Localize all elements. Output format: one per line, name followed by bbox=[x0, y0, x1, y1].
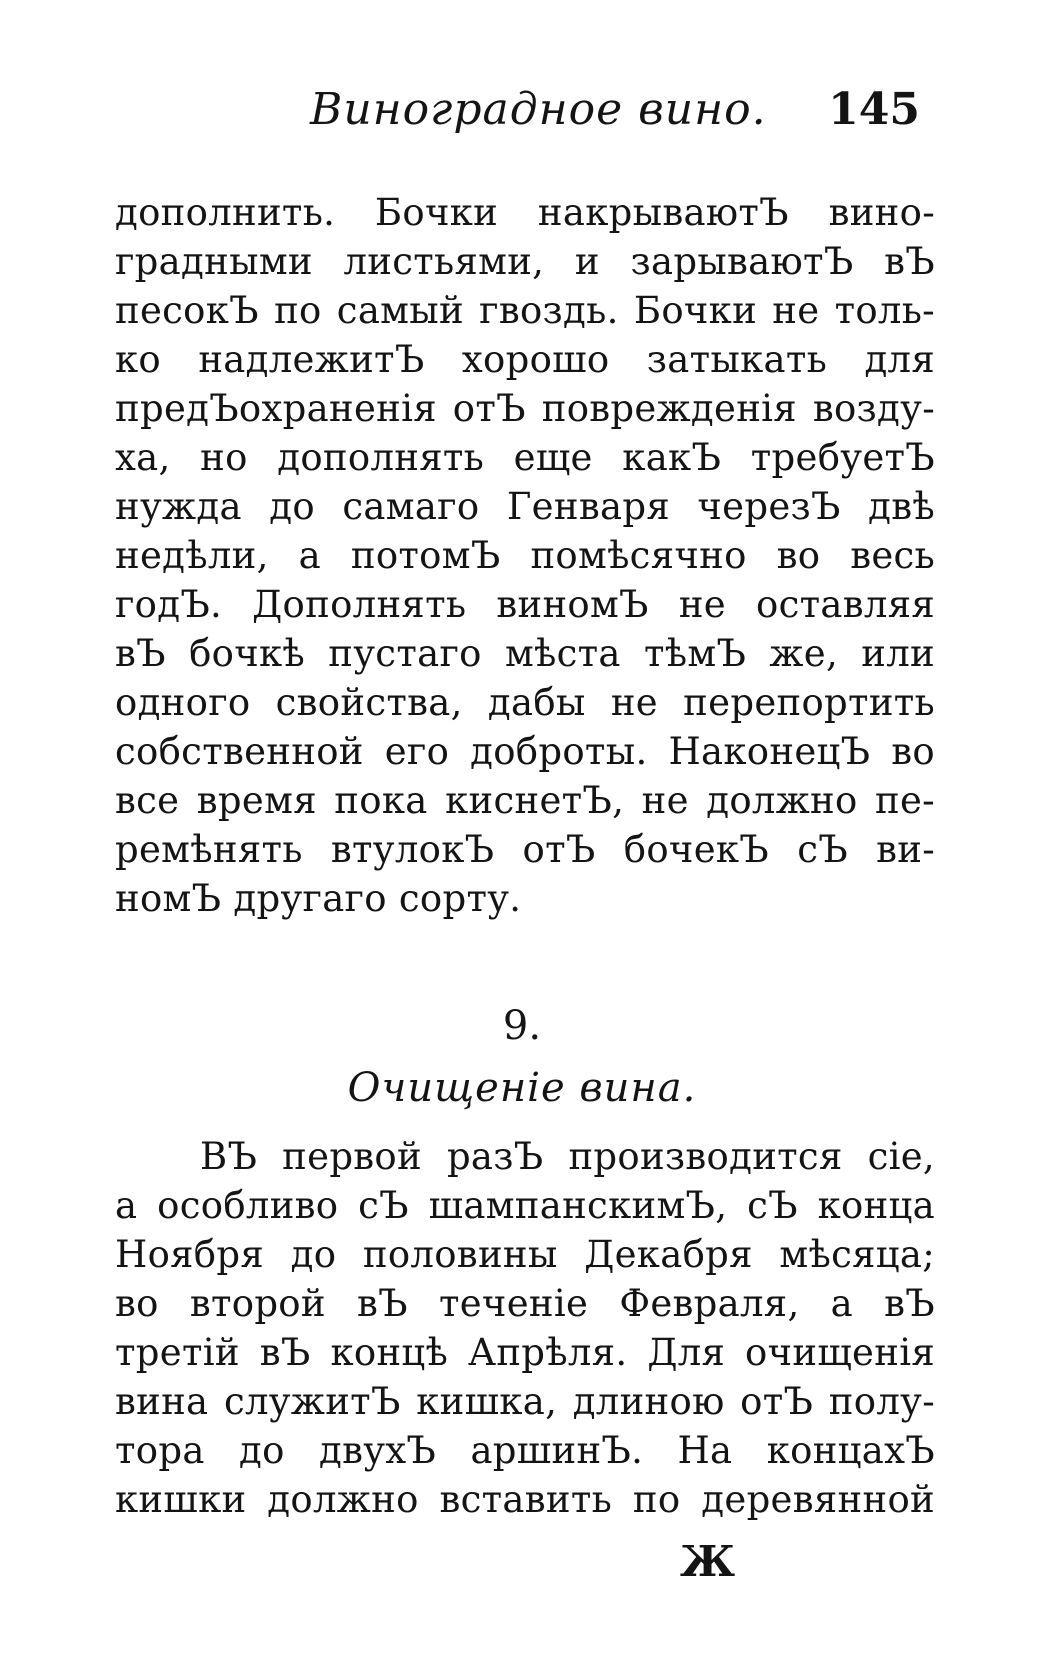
text-line: третій вЪ концѣ Апрѣля. Для очищенія bbox=[115, 1331, 935, 1374]
paragraph-section-9 bbox=[115, 1132, 935, 1524]
page-header bbox=[300, 84, 920, 144]
section-title: Очищеніе вина. bbox=[347, 1065, 697, 1111]
text-line: собственной его доброты. НаконецЪ во bbox=[115, 730, 935, 773]
text-line: нужда до самаго Генваря черезЪ двѣ bbox=[115, 485, 935, 528]
text-line: вина служитЪ кишка, длиною отЪ полу- bbox=[115, 1380, 935, 1423]
page-number: 145 bbox=[828, 84, 920, 135]
text-line: Ноября до половины Декабря мѣсяца; bbox=[115, 1233, 935, 1276]
running-title: Виноградное вино. bbox=[310, 84, 767, 135]
text-line: номЪ другаго сорту. bbox=[115, 877, 522, 920]
text-line: годЪ. Дополнять виномЪ не оставляя bbox=[115, 583, 935, 626]
text-line: дополнить. Бочки накрываютЪ вино- bbox=[115, 191, 935, 234]
text-line: градными листьями, и зарываютЪ вЪ bbox=[115, 240, 935, 283]
text-line: кишки должно вставить по деревянной bbox=[115, 1478, 935, 1521]
text-line: недѣли, а потомЪ помѣсячно во весь bbox=[115, 534, 935, 577]
text-line: одного свойства, дабы не перепортить bbox=[115, 681, 935, 724]
text-line: ремѣнять втулокЪ отЪ бочекЪ сЪ ви- bbox=[115, 828, 935, 871]
text-line: песокЪ по самый гвоздь. Бочки не толь- bbox=[115, 289, 935, 332]
text-line: во второй вЪ теченіе Февраля, а вЪ bbox=[115, 1282, 935, 1325]
signature-mark: Ж bbox=[680, 1537, 736, 1586]
paragraph-continued bbox=[115, 188, 935, 923]
section-number: 9. bbox=[502, 1003, 542, 1049]
text-line: ко надлежитЪ хорошо затыкать для bbox=[115, 338, 935, 381]
text-line: тора до двухЪ аршинЪ. На концахЪ bbox=[115, 1429, 935, 1472]
text-line: а особливо сЪ шампанскимЪ, сЪ конца bbox=[115, 1184, 935, 1227]
text-line: все время пока киснетЪ, не должно пе- bbox=[115, 779, 935, 822]
text-line: ВЪ первой разЪ производится сіе, bbox=[200, 1135, 935, 1178]
text-line: вЪ бочкѣ пустаго мѣста тѣмЪ же, или bbox=[115, 632, 935, 675]
text-line: ха, но дополнять еще какЪ требуетЪ bbox=[115, 436, 935, 479]
text-line: предЪохраненія отЪ поврежденія возду- bbox=[115, 387, 935, 430]
